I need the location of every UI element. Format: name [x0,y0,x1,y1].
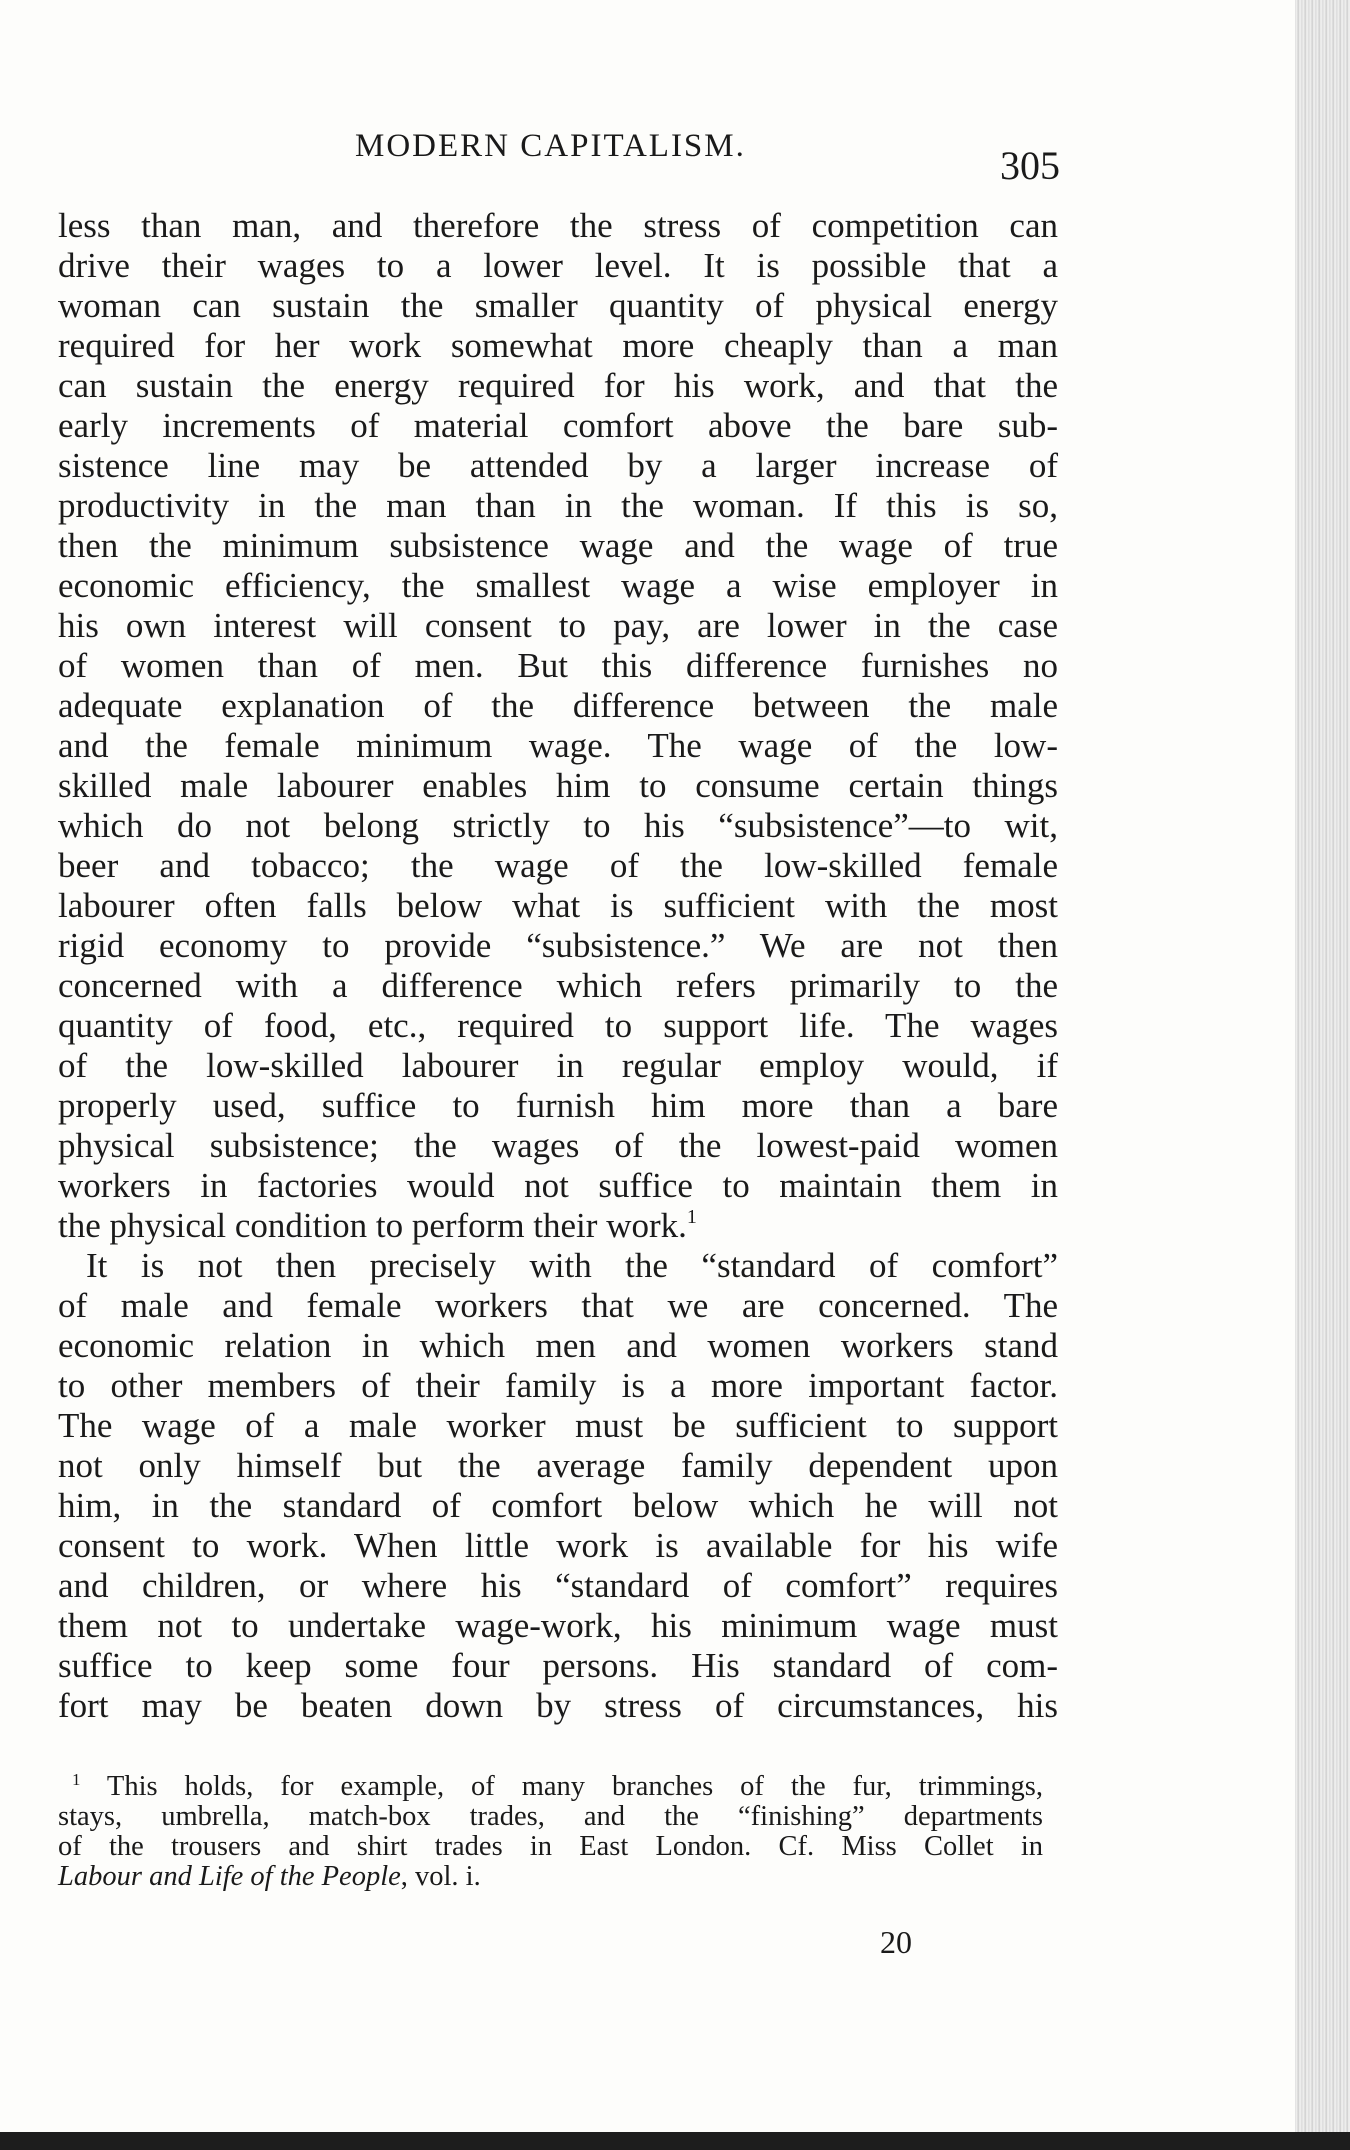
page-number: 305 [1000,143,1060,188]
text-line: quantity of food, etc., required to support life. The wages [58,1006,1058,1045]
text-line: drive their wages to a lower level. It is possible that a [58,246,1058,285]
text-line: labourer often falls below what is sufficient with the most [58,886,1058,925]
text-line: of the low-skilled labourer in regular employ would, if [58,1046,1058,1085]
text-line: then the minimum subsistence wage and the wage of true [58,526,1058,565]
text-line: workers in factories would not suffice to maintain them in [58,1166,1058,1205]
text-line: to other members of their family is a more important factor. [58,1366,1058,1405]
footnote [58,1772,1043,1892]
scan-bottom-border [0,2132,1350,2150]
text-line: can sustain the energy required for his work, and that the [58,366,1058,405]
text-line: early increments of material comfort above the bare sub- [58,406,1058,445]
text-line: productivity in the man than in the woman. If this is so, [58,486,1058,525]
text-line: of male and female workers that we are concerned. The [58,1286,1058,1325]
footnote-line: stays, umbrella, match-box trades, and the “finishing” departments [58,1801,1043,1832]
running-head [60,128,1060,188]
footnote-marker: 1 [72,1770,81,1789]
page-edge-scan-artifact [1295,0,1350,2150]
text-line: economic efficiency, the smallest wage a wise employer in [58,566,1058,605]
text-line: woman can sustain the smaller quantity of physical energy [58,286,1058,325]
footnote-line [58,1862,1043,1892]
text-line-with-footnote-ref [58,1206,1058,1246]
footnote-text: This holds, for example, of many branches of the fur, trimmings, [106,1771,1043,1802]
body-text [58,206,1058,1726]
footnote-reference: 1 [686,1206,697,1228]
text-line: less than man, and therefore the stress of competition can [58,206,1058,245]
text-line: adequate explanation of the difference between the male [58,686,1058,725]
text-line: which do not belong strictly to his “subsistence”—to wit, [58,806,1058,845]
paragraph-first-line: It is not then precisely with the “standard of comfort” [86,1246,1058,1285]
text-line: of women than of men. But this difference furnishes no [58,646,1058,685]
footnote-book-title: Labour and Life of the People [58,1861,401,1892]
text-line: concerned with a difference which refers primarily to the [58,966,1058,1005]
text-line-content: the physical condition to perform their work. [58,1206,687,1245]
text-line: his own interest will consent to pay, are lower in the case [58,606,1058,645]
signature-mark: 20 [880,1924,912,1960]
footnote-line [58,1772,1043,1802]
footnote-text: , vol. i. [400,1861,481,1892]
text-line: and the female minimum wage. The wage of the low- [58,726,1058,765]
footnote-line: of the trousers and shirt trades in East London. Cf. Miss Collet in [58,1831,1043,1862]
text-line: consent to work. When little work is available for his wife [58,1526,1058,1565]
text-line: rigid economy to provide “subsistence.” We are not then [58,926,1058,965]
text-line: required for her work somewhat more cheaply than a man [58,326,1058,365]
text-line: them not to undertake wage-work, his minimum wage must [58,1606,1058,1645]
text-line: fort may be beaten down by stress of circumstances, his [58,1686,1058,1725]
running-title: MODERN CAPITALISM. [355,128,746,164]
text-line: beer and tobacco; the wage of the low-skilled female [58,846,1058,885]
text-line: The wage of a male worker must be sufficient to support [58,1406,1058,1445]
text-line: him, in the standard of comfort below which he will not [58,1486,1058,1525]
text-line: suffice to keep some four persons. His standard of com- [58,1646,1058,1685]
text-line: economic relation in which men and women workers stand [58,1326,1058,1365]
text-line: properly used, suffice to furnish him more than a bare [58,1086,1058,1125]
text-line: skilled male labourer enables him to consume certain things [58,766,1058,805]
text-line: and children, or where his “standard of comfort” requires [58,1566,1058,1605]
text-line: not only himself but the average family dependent upon [58,1446,1058,1485]
text-line: physical subsistence; the wages of the lowest-paid women [58,1126,1058,1165]
text-line: sistence line may be attended by a larger increase of [58,446,1058,485]
